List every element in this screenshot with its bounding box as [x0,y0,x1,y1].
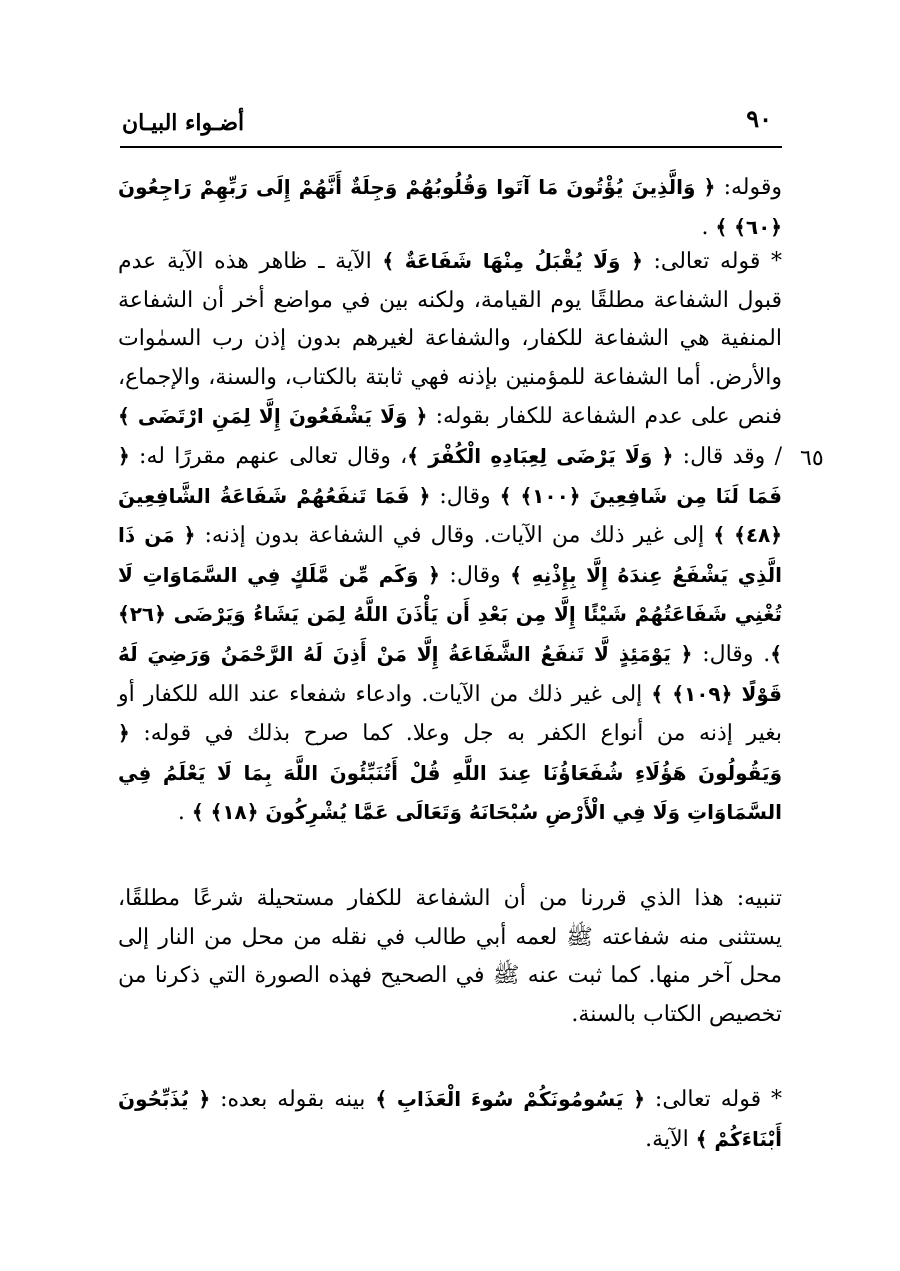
paragraph-1 [118,168,782,247]
text-segment: . وقال: [692,641,771,667]
page-number: ٩٠ [746,104,772,133]
text-segment: الآية ـ ظاهر هذه الآية عدم قبول الشفاعة مطلقًا يوم القيامة، ولكنه بين في مواضع أخر أن الشفاعة المنفية هي الشفاعة للكفار، والشفاعة لغيرهم بدون إذن رب السمٰوات والأرض. أما الشفاعة للمؤمنين بإذنه فهي ثابتة بالكتاب، والسنة، والإجماع، فنص على عدم الشفاعة للكفار بقوله: [118,249,782,430]
page-header [120,100,780,140]
text-segment: إلى غير ذلك من الآيات. وقال في الشفاعة بدون إذنه: [195,523,714,549]
quran-verse: ﴿ مَن ذَا الَّذِي يَشْفَعُ عِندَهُ إِلَّا بِإِذْنِهِ ﴾ [118,523,782,587]
text-segment: . [701,214,716,240]
text-segment: ، وقال تعالى عنهم مقررًا له: [129,443,408,469]
quran-verse: ﴿ وَلَا يَشْفَعُونَ إِلَّا لِمَنِ ارْتَضَى ﴾ [118,404,428,429]
text-segment: إلى غير ذلك من الآيات. وادعاء شفعاء عند الله للكفار أو بغير إذنه من أنواع الكفر به جل وعلا. كما صرح بذلك في قوله: [118,681,782,747]
quran-verse: ﴿ يُذَبِّحُونَ أَبْنَاءَكُمْ ﴾ [118,1087,782,1151]
quran-verse: ﴿ وَالَّذِينَ يُؤْتُونَ مَا آتَوا وَقُلُوبُهُمْ وَجِلَةٌ أَنَّهُمْ إِلَى رَبِّهِمْ رَاجِعُونَ ﴿٦٠﴾ ﴾ [118,175,782,239]
quran-verse: ﴿ يَوْمَئِذٍ لَّا تَنفَعُ الشَّفَاعَةُ إِلَّا مَنْ أَذِنَ لَهُ الرَّحْمَنُ وَرَضِيَ لَهُ قَوْلًا ﴿١٠٩﴾ ﴾ [118,641,782,706]
text-segment: بينه بقوله بعده: [210,1087,376,1112]
text-segment: / وقد قال: [673,443,783,469]
paragraph-3 [118,880,782,1034]
text-segment: تنبيه: هذا الذي قررنا من أن الشفاعة للكفار مستحيلة شرعًا مطلقًا، يستثنى منه شفاعته ﷺ لعمه أبي طالب في نقله من محل من النار إلى محل آخر منها. كما ثبت عنه ﷺ في الصحيح فهذه الصورة التي ذكرنا من تخصيص الكتاب بالسنة. [118,886,782,1027]
paragraph-4 [118,1080,782,1159]
text-segment: الآية. [645,1126,696,1152]
text-segment: وقال: [430,483,500,509]
text-segment: وقال: [439,562,511,588]
quran-verse: ﴿ فَمَا تَنفَعُهُمْ شَفَاعَةُ الشَّافِعِينَ ﴿٤٨﴾ ﴾ [118,483,782,548]
quran-verse: ﴿ وَلَا يُقْبَلُ مِنْهَا شَفَاعَةٌ ﴾ [382,249,643,273]
text-segment: وقوله: [715,175,782,200]
text-segment: . [177,800,192,826]
quran-verse: ﴿ فَمَا لَنَا مِن شَافِعِينَ ﴿١٠٠﴾ ﴾ [118,443,782,508]
quran-verse: ﴿ يَسُومُونَكُمْ سُوءَ الْعَذَابِ ﴾ [375,1087,646,1111]
quran-verse: ﴿ وَيَقُولُونَ هَؤُلَاءِ شُفَعَاؤُنَا عِندَ اللَّهِ قُلْ أَتُنَبِّئُونَ اللَّهَ بِمَا لَا يَعْلَمُ فِي السَّمَاوَاتِ وَلَا فِي الْأَرْضِ سُبْحَانَهُ وَتَعَالَى عَمَّا يُشْرِكُونَ ﴿١٨﴾ ﴾ [118,721,782,825]
margin-page-note: ٦٥ [800,446,824,471]
paragraph-2 [118,242,782,833]
quran-verse: ﴿ وَكَم مِّن مَّلَكٍ فِي السَّمَاوَاتِ لَا تُغْنِي شَفَاعَتُهُمْ شَيْئًا إِلَّا مِن بَعْدِ أَن يَأْذَنَ اللَّهُ لِمَن يَشَاءُ وَيَرْضَى ﴿٢٦﴾ ﴾ [118,562,782,666]
text-segment: * قوله تعالى: [642,249,783,274]
quran-verse: ﴿ وَلَا يَرْضَى لِعِبَادِهِ الْكُفْرَ ﴾ [407,443,674,468]
text-segment: * قوله تعالى: [645,1087,782,1112]
header-rule [120,146,782,148]
book-title: أضـواء البيـان [122,110,245,136]
